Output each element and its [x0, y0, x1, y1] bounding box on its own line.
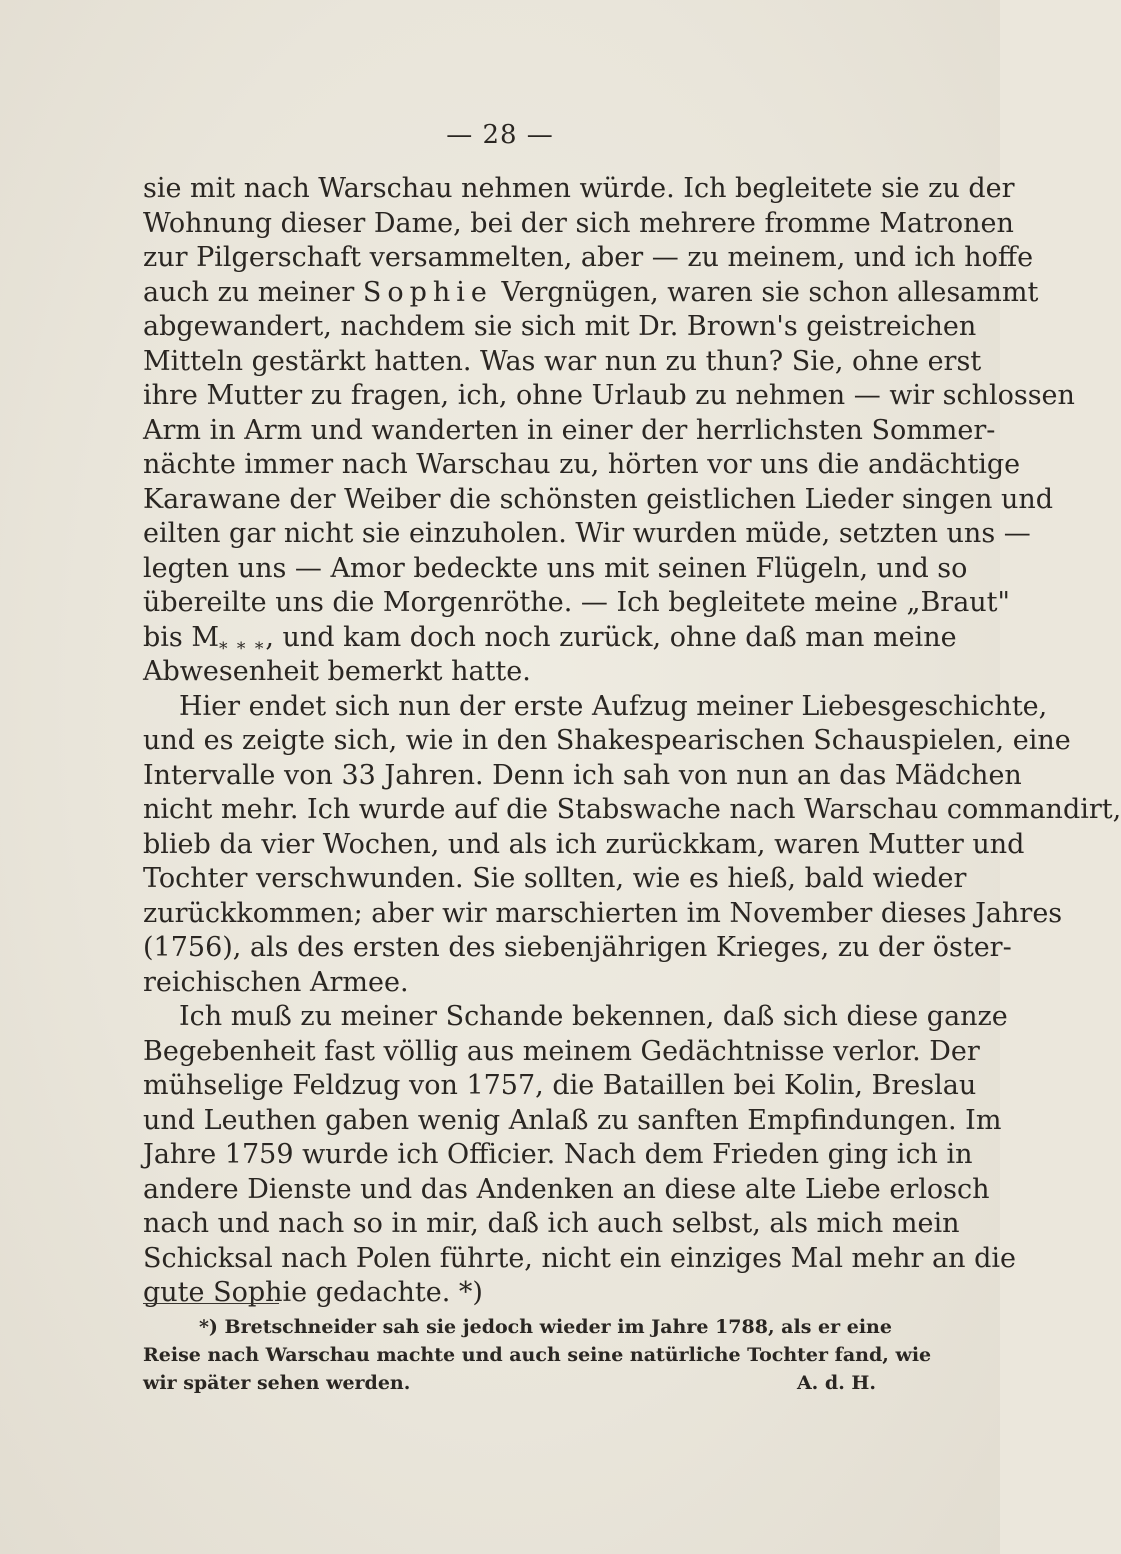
text-line — [143, 276, 1039, 311]
asterisk-subscript: * * * — [219, 638, 266, 659]
text-line: (1756), als des ersten des siebenjährigen Krieges, zu der öster- — [143, 932, 1012, 963]
text-line: Karawane der Weiber die schönsten geistlichen Lieder singen und — [143, 483, 1054, 515]
text-line: nach und nach so in mir, daß ich auch selbst, als mich mein — [143, 1208, 960, 1239]
text-segment: , und kam doch noch zurück, ohne daß man meine — [265, 621, 957, 653]
text-line: Hier endet sich nun der erste Aufzug meiner Liebesgeschichte, — [179, 690, 1048, 722]
text-line: eilten gar nicht sie einzuholen. Wir wurden müde, setzten uns — — [143, 518, 1031, 549]
text-line: übereilte uns die Morgenröthe. — Ich begleitete meine „Braut" — [143, 587, 1010, 618]
footnote-line: *) Bretschneider sah sie jedoch wieder im Jahre 1788, als er eine — [199, 1316, 892, 1338]
text-line: andere Dienste und das Andenken an diese alte Liebe erlosch — [143, 1173, 990, 1205]
text-segment: Vergnügen, waren sie schon allesammt — [492, 276, 1039, 308]
text-line: Ich muß zu meiner Schande bekennen, daß sich diese ganze — [179, 1001, 1008, 1032]
text-line: Wohnung dieser Dame, bei der sich mehrere fromme Matronen — [143, 207, 1014, 239]
footnote-last-line — [143, 1369, 876, 1397]
text-line: ihre Mutter zu fragen, ich, ohne Urlaub zu nehmen — wir schlossen — [143, 380, 1075, 411]
text-line: nicht mehr. Ich wurde auf die Stabswache nach Warschau commandirt, — [143, 794, 1121, 825]
text-segment: auch zu meiner — [143, 276, 363, 308]
footnote — [143, 1313, 932, 1397]
text-line: Tochter verschwunden. Sie sollten, wie es hieß, bald wieder — [143, 863, 967, 894]
text-line: abgewandert, nachdem sie sich mit Dr. Brown's geistreichen — [143, 311, 977, 342]
text-segment: bis M — [143, 621, 220, 653]
footnote-signature: A. d. H. — [796, 1372, 876, 1394]
text-line: Abwesenheit bemerkt hatte. — [143, 656, 531, 687]
text-line: nächte immer nach Warschau zu, hörten vor uns die andächtige — [143, 449, 1021, 480]
text-line: blieb da vier Wochen, und als ich zurückkam, waren Mutter und — [143, 828, 1025, 860]
text-line: sie mit nach Warschau nehmen würde. Ich begleitete sie zu der — [143, 173, 1015, 204]
text-line: legten uns — Amor bedeckte uns mit seinen Flügeln, und so — [143, 552, 968, 584]
text-line: Begebenheit fast völlig aus meinem Gedächtnisse verlor. Der — [143, 1035, 980, 1067]
text-line: Schicksal nach Polen führte, nicht ein einziges Mal mehr an die — [143, 1242, 1016, 1274]
spaced-name: Sophie — [362, 276, 493, 308]
text-line — [143, 621, 957, 659]
page-number: — 28 — — [446, 120, 554, 150]
text-line: mühselige Feldzug von 1757, die Bataillen bei Kolin, Breslau — [143, 1070, 977, 1101]
text-line: zurückkommen; aber wir marschierten im November dieses Jahres — [143, 897, 1063, 929]
text-line: und es zeigte sich, wie in den Shakespearischen Schauspielen, eine — [143, 725, 1071, 756]
text-line: zur Pilgerschaft versammelten, aber — zu meinem, und ich hoffe — [143, 242, 1034, 273]
footnote-line: wir später sehen werden. — [143, 1372, 411, 1394]
text-line: gute Sophie gedachte. *) — [143, 1277, 483, 1308]
text-line: Jahre 1759 wurde ich Officier. Nach dem Frieden ging ich in — [143, 1139, 973, 1170]
text-line: reichischen Armee. — [143, 966, 409, 998]
footnote-divider — [143, 1303, 279, 1304]
footnote-line: Reise nach Warschau machte und auch seine natürliche Tochter fand, wie — [143, 1344, 932, 1366]
body-text — [143, 172, 1121, 1311]
text-line: und Leuthen gaben wenig Anlaß zu sanften Empfindungen. Im — [143, 1104, 1002, 1136]
text-line: Mitteln gestärkt hatten. Was war nun zu thun? Sie, ohne erst — [143, 345, 982, 377]
text-line: Arm in Arm und wanderten in einer der herrlichsten Sommer- — [143, 414, 996, 446]
text-line: Intervalle von 33 Jahren. Denn ich sah von nun an das Mädchen — [143, 759, 1022, 791]
